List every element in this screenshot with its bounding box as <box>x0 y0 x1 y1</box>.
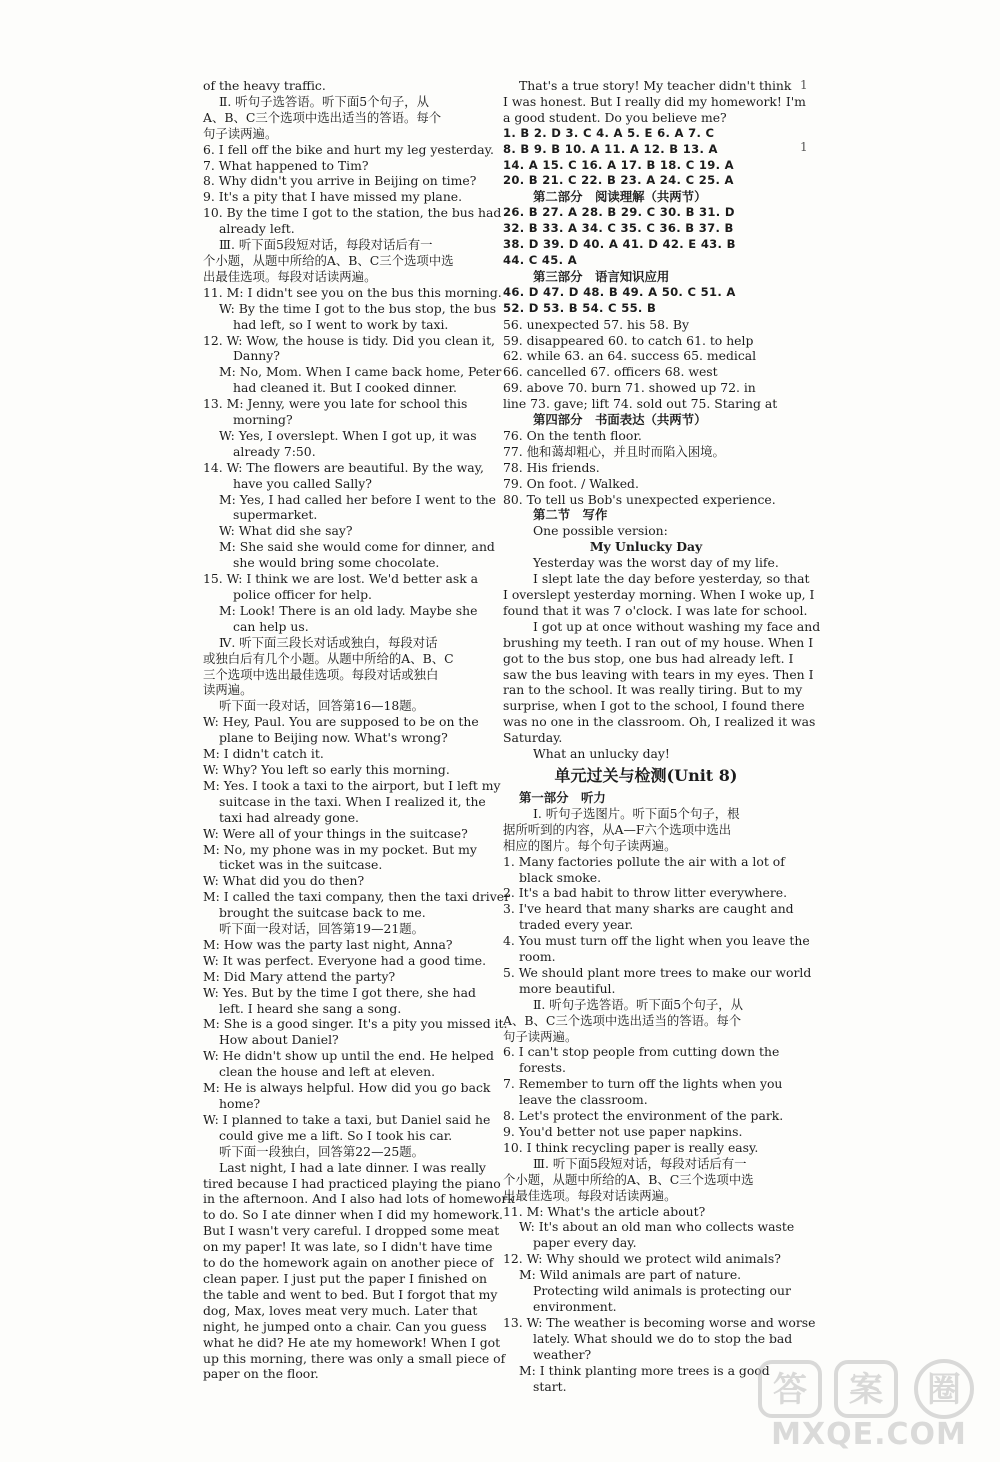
text-line: 句子读两遍。 <box>503 1028 578 1044</box>
text-line: 第三部分 语言知识应用 <box>533 268 670 284</box>
text-line: One possible version: <box>533 523 668 539</box>
text-line: 第二节 写作 <box>533 507 608 523</box>
text-line: 听下面一段独白，回答第22—25题。 <box>219 1143 425 1159</box>
text-line: Danny? <box>233 348 280 364</box>
text-line: W: Were all of your things in the suitcase? <box>203 825 468 841</box>
text-line: 7. Remember to turn off the lights when you <box>503 1076 783 1092</box>
text-line: in the afternoon. And I also had lots of homework <box>203 1191 515 1207</box>
text-line: have you called Sally? <box>233 475 372 491</box>
text-line: 个小题，从题中所给的A、B、C三个选项中选 <box>203 252 454 268</box>
text-line: 69. above 70. burn 71. showed up 72. in <box>503 380 756 396</box>
text-line: paper on the floor. <box>203 1366 319 1382</box>
text-line: leave the classroom. <box>519 1092 648 1108</box>
text-line: W: It was perfect. Everyone had a good time. <box>203 952 487 968</box>
text-line: M: Wild animals are part of nature. <box>519 1267 742 1283</box>
text-line: 4. You must turn off the light when you leave the <box>503 933 810 949</box>
text-line: I got up at once without washing my face and <box>533 618 821 634</box>
watermark-logo-icon <box>744 1354 994 1424</box>
watermark <box>744 1354 994 1454</box>
text-line: 13. W: The weather is becoming worse and worse <box>503 1314 816 1330</box>
text-line: 第一部分 听力 <box>519 789 606 805</box>
text-line: 1. B 2. D 3. C 4. A 5. E 6. A 7. C <box>503 125 715 140</box>
text-line: 或独白后有几个小题。从题中所给的A、B、C <box>203 650 454 666</box>
text-line: dog, Max, loves meat very much. Later that <box>203 1302 478 1318</box>
text-line: Yesterday was the worst day of my life. <box>533 555 779 571</box>
text-line: W: He didn't show up until the end. He helped <box>203 1048 494 1064</box>
text-line: But I wasn't very careful. I dropped some meat <box>203 1223 500 1239</box>
text-line: 26. B 27. A 28. B 29. C 30. B 31. D <box>503 205 735 220</box>
text-line: 听下面一段对话，回答第16—18题。 <box>219 698 425 714</box>
text-line: surprise, when I got to the school, I found there <box>503 698 805 714</box>
text-line: 第二部分 阅读理解（共两节） <box>533 189 707 205</box>
text-line: 46. D 47. D 48. B 49. A 50. C 51. A <box>503 284 736 299</box>
text-line: 8. Why didn't you arrive in Beijing on time? <box>203 173 477 189</box>
text-line: 三个选项中选出最佳选项。每段对话或独白 <box>203 666 439 682</box>
text-line: 据所听到的内容，从A—F六个选项中选出 <box>503 821 732 837</box>
text-line: 76. On the tenth floor. <box>503 427 642 443</box>
text-line: a good student. Do you believe me? <box>503 109 727 125</box>
text-line: on my paper! It was late, so I didn't have time <box>203 1239 493 1255</box>
text-line: environment. <box>533 1298 617 1314</box>
text-line: 20. B 21. C 22. B 23. A 24. C 25. A <box>503 173 734 188</box>
text-line: That's a true story! My teacher didn't think <box>519 78 792 93</box>
text-line: 单元过关与检测(Unit 8) <box>554 765 738 785</box>
right-column <box>503 78 821 1394</box>
text-line: 11. M: What's the article about? <box>503 1203 706 1219</box>
left-column <box>203 78 515 1382</box>
text-line: had cleaned it. But I cooked dinner. <box>233 380 457 396</box>
text-line: W: Why? You left so early this morning. <box>203 761 450 777</box>
margin-mark: 1 <box>800 140 808 154</box>
text-line: clean paper. I just put the paper I finished on <box>203 1270 488 1286</box>
text-line: already 7:50. <box>233 443 316 459</box>
text-line: the table and went to bed. But I forgot that my <box>203 1286 498 1302</box>
text-line: plane to Beijing now. What's wrong? <box>219 730 448 746</box>
text-line: start. <box>533 1378 567 1394</box>
text-line: 9. It's a pity that I have missed my plane. <box>203 189 463 205</box>
text-line: W: It's about an old man who collects waste <box>519 1219 795 1235</box>
text-line: 6. I fell off the bike and hurt my leg yesterday. <box>203 141 494 157</box>
text-line: 听下面一段对话，回答第19—21题。 <box>219 921 425 937</box>
text-line: W: What did you do then? <box>203 873 365 889</box>
text-line: 32. B 33. A 34. C 35. C 36. B 37. B <box>503 221 734 236</box>
text-line: more beautiful. <box>519 980 616 996</box>
text-line: was no one in the classroom. Oh, I realized it was <box>503 714 816 730</box>
text-line: Last night, I had a late dinner. I was really <box>219 1159 486 1175</box>
text-line: clean the house and left at eleven. <box>219 1064 436 1080</box>
text-line: Protecting wild animals is protecting our <box>533 1283 791 1299</box>
text-line: 出最佳选项。每段对话读两遍。 <box>203 268 377 284</box>
text-line: up this morning, there was only a small piece of <box>203 1350 506 1366</box>
text-line: A、B、C三个选项中选出适当的答语。每个 <box>503 1012 742 1028</box>
text-line: 第四部分 书面表达（共两节） <box>533 412 707 428</box>
text-line: could give me a lift. So I took his car. <box>219 1127 453 1143</box>
text-line: How about Daniel? <box>219 1032 339 1048</box>
text-line: got to the bus stop, one bus had already left. I <box>503 650 794 666</box>
text-line: A、B、C三个选项中选出适当的答语。每个 <box>203 109 442 125</box>
text-line: 句子读两遍。 <box>203 125 278 141</box>
text-line: weather? <box>533 1346 592 1362</box>
text-line: 12. W: Why should we protect wild animals? <box>503 1251 781 1267</box>
text-line: M: Yes. I took a taxi to the airport, but I left my <box>203 777 501 793</box>
watermark-char: 圈 <box>927 1370 961 1410</box>
text-line: M: I think planting more trees is a good <box>519 1362 770 1378</box>
text-line: 14. W: The flowers are beautiful. By the way, <box>203 459 484 475</box>
text-line: of the heavy traffic. <box>203 78 326 93</box>
text-line: had left, so I went to work by taxi. <box>233 316 449 332</box>
text-line: I was honest. But I really did my homework! I'm <box>503 93 806 109</box>
text-line: 59. disappeared 60. to catch 61. to help <box>503 332 754 348</box>
text-line: W: By the time I got to the bus stop, the bus <box>219 300 497 316</box>
text-line: left. I heard she sang a song. <box>219 1000 402 1016</box>
text-line: 读两遍。 <box>203 682 253 698</box>
text-line: taxi had already gone. <box>219 809 359 825</box>
text-line: M: Yes, I had called her before I went to the <box>219 491 497 507</box>
text-line: M: No, my phone was in my pocket. But my <box>203 841 477 857</box>
text-line: 15. W: I think we are lost. We'd better ask a <box>203 571 479 587</box>
text-line: 1. Many factories pollute the air with a lot of <box>503 853 785 869</box>
text-line: Ⅲ. 听下面5段短对话，每段对话后有一 <box>219 237 433 253</box>
text-line: Ⅱ. 听句子选答语。听下面5个句子，从 <box>533 996 744 1012</box>
text-line: 78. His friends. <box>503 459 600 475</box>
text-line: suitcase in the taxi. When I realized it, the <box>219 793 486 809</box>
text-line: M: He is always helpful. How did you go back <box>203 1080 491 1096</box>
text-line: 相应的图片。每个句子读两遍。 <box>503 837 677 853</box>
text-line: M: I called the taxi company, then the taxi driver <box>203 889 511 905</box>
text-line: 8. B 9. B 10. A 11. A 12. B 13. A <box>503 141 718 156</box>
text-line: 38. D 39. D 40. A 41. D 42. E 43. B <box>503 237 736 252</box>
text-line: 13. M: Jenny, were you late for school this <box>203 396 468 412</box>
text-line: M: Did Mary attend the party? <box>203 968 396 984</box>
text-line: Saturday. <box>503 730 563 746</box>
text-line: 80. To tell us Bob's unexpected experience. <box>503 491 776 507</box>
text-line: police officer for help. <box>233 587 372 602</box>
text-line: M: No, Mom. When I came back home, Peter <box>219 364 502 380</box>
text-line: W: Yes. But by the time I got there, she had <box>203 984 476 1000</box>
text-line: room. <box>519 949 556 965</box>
text-line: 62. while 63. an 64. success 65. medical <box>503 348 757 364</box>
text-line: traded every year. <box>519 917 634 933</box>
text-line: I overslept yesterday morning. When I woke up, I <box>503 587 815 602</box>
text-line: 5. We should plant more trees to make our world <box>503 964 812 980</box>
watermark-char: 答 <box>773 1370 807 1410</box>
text-line: 8. Let's protect the environment of the park. <box>503 1108 784 1124</box>
text-line: Ⅲ. 听下面5段短对话，每段对话后有一 <box>533 1155 747 1171</box>
watermark-char: 案 <box>849 1370 883 1410</box>
text-line: brushing my teeth. I ran out of my house. When I <box>503 634 814 650</box>
text-line: line 73. gave; lift 74. sold out 75. Staring at <box>503 396 778 412</box>
text-line: 66. cancelled 67. officers 68. west <box>503 364 718 380</box>
text-line: found that it was 7 o'clock. I was late for school. <box>503 602 808 618</box>
text-line: M: She said she would come for dinner, and <box>219 539 495 555</box>
text-line: lately. What should we do to stop the bad <box>533 1330 793 1346</box>
text-line: morning? <box>233 412 293 428</box>
text-line: can help us. <box>233 618 309 634</box>
text-line: Ⅱ. 听句子选答语。听下面5个句子，从 <box>219 93 430 109</box>
text-line: 10. By the time I got to the station, the bus had <box>203 205 502 221</box>
text-line: M: How was the party last night, Anna? <box>203 936 453 952</box>
text-line: 2. It's a bad habit to throw litter everywhere. <box>503 885 788 901</box>
text-line: 11. M: I didn't see you on the bus this morning. <box>203 284 502 300</box>
text-line: paper every day. <box>533 1235 637 1251</box>
text-line: 77. 他和蔼却粗心，并且时而陷入困境。 <box>503 443 725 459</box>
text-line: 6. I can't stop people from cutting down the <box>503 1044 780 1060</box>
text-line: M: Look! There is an old lady. Maybe she <box>219 602 478 618</box>
text-line: supermarket. <box>233 507 318 523</box>
text-line: she would bring some chocolate. <box>233 555 440 571</box>
text-line: 3. I've heard that many sharks are caught and <box>503 901 794 917</box>
text-line: 10. I think recycling paper is really easy. <box>503 1139 759 1155</box>
text-line: W: What did she say? <box>219 523 353 539</box>
text-line: W: I planned to take a taxi, but Daniel said he <box>203 1111 491 1127</box>
text-line: 52. D 53. B 54. C 55. B <box>503 300 657 315</box>
text-line: What an unlucky day! <box>533 746 670 762</box>
text-line: 79. On foot. / Walked. <box>503 475 639 491</box>
text-line: My Unlucky Day <box>589 539 703 555</box>
text-line: M: She is a good singer. It's a pity you missed it. <box>203 1016 508 1032</box>
text-line: 44. C 45. A <box>503 252 577 267</box>
text-line: ticket was in the suitcase. <box>219 857 383 873</box>
text-line: Ⅰ. 听句子选图片。听下面5个句子，根 <box>533 805 740 821</box>
text-line: 出最佳选项。每段对话读两遍。 <box>503 1187 677 1203</box>
text-line: what he did? He ate my homework! When I got <box>203 1334 501 1350</box>
text-line: M: I didn't catch it. <box>203 746 324 762</box>
text-line: to do. So I ate dinner when I did my homework. <box>203 1207 503 1223</box>
text-line: 12. W: Wow, the house is tidy. Did you clean it, <box>203 332 495 348</box>
text-line: Ⅳ. 听下面三段长对话或独白，每段对话 <box>219 634 438 650</box>
text-line: 56. unexpected 57. his 58. By <box>503 316 689 332</box>
text-line: 7. What happened to Tim? <box>203 157 369 173</box>
text-line: brought the suitcase back to me. <box>219 905 426 921</box>
text-line: 个小题，从题中所给的A、B、C三个选项中选 <box>503 1171 754 1187</box>
text-line: W: Yes, I overslept. When I got up, it was <box>219 427 477 443</box>
text-line: to do the homework again on another piece of <box>203 1255 494 1271</box>
watermark-text: MXQE.COM <box>771 1417 967 1452</box>
text-line: home? <box>219 1096 261 1111</box>
text-line: already left. <box>219 221 295 237</box>
text-line: night, he jumped onto a chair. Can you guess <box>203 1318 487 1334</box>
margin-mark: 1 <box>800 78 808 92</box>
text-line: ran to the school. It was really tiring. But to my <box>503 682 803 698</box>
text-line: forests. <box>519 1060 566 1076</box>
text-line: saw the bus leaving with tears in my eyes. Then I <box>503 666 814 682</box>
text-line: tired because I had practiced playing the piano <box>203 1175 501 1191</box>
text-line: W: Hey, Paul. You are supposed to be on the <box>203 714 479 730</box>
text-line: 9. You'd better not use paper napkins. <box>503 1124 743 1139</box>
text-line: I slept late the day before yesterday, so that <box>533 571 810 587</box>
text-line: 14. A 15. C 16. A 17. B 18. C 19. A <box>503 157 734 172</box>
text-line: black smoke. <box>519 869 602 885</box>
